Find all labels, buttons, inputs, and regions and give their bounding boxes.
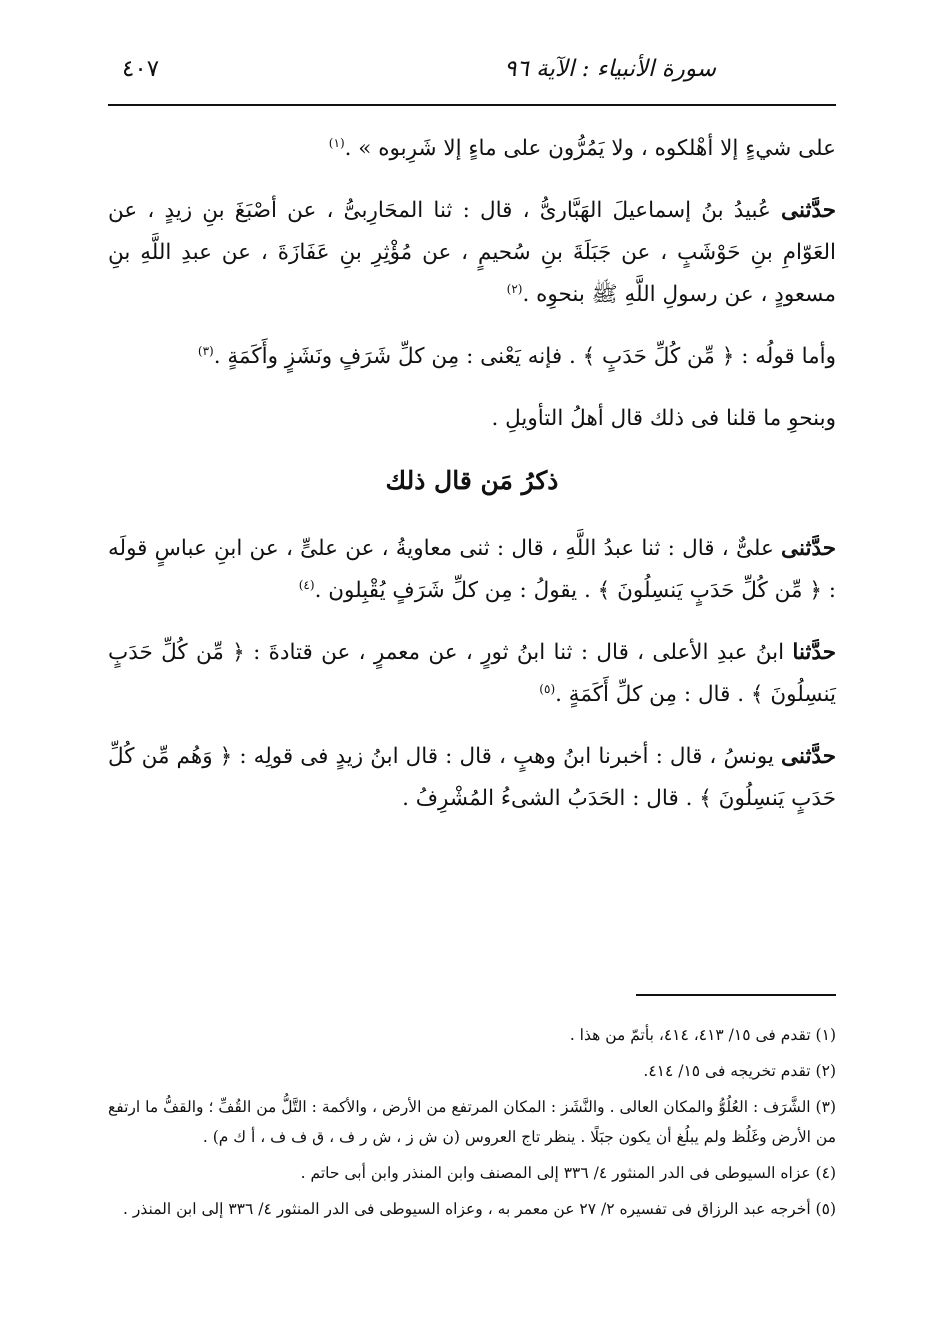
paragraph-text: علىٌّ ، قال : ثنا عبدُ اللَّهِ ، قال : ثنى معاويةُ ، عن علىٍّ ، عن ابنِ عباسٍ قولَه : ﴿ مِّن كُلِّ حَدَبٍ يَنسِلُونَ ﴾ . يقولُ : مِن كلِّ شَرَفٍ يُقْبِلون . [108, 536, 836, 603]
paragraph [108, 736, 836, 820]
paragraph [108, 336, 836, 378]
surah-title: سورة الأنبياء : الآية ٩٦ [504, 56, 716, 82]
paragraph-text: عُبيدُ بنُ إسماعيلَ الهَبَّارىُّ ، قال : ثنا المحَارِبىُّ ، عن أصْبَغَ بنِ زيدٍ ، عن العَوّامِ بنِ حَوْشَبٍ ، عن جَبَلَةَ بنِ سُحيمٍ ، عن مُؤْثِرِ بنِ عَفَازَةَ ، عن عبدِ اللَّهِ بنِ مسعودٍ ، عن رسولِ اللَّهِ ﷺ بنحوِه . [108, 198, 836, 307]
main-text [108, 128, 836, 840]
paragraph [108, 398, 836, 440]
hadith-lead: حدَّثنى [781, 744, 836, 769]
footnote: (٥) أخرجه عبد الرزاق فى تفسيره ٢/ ٢٧ عن معمر به ، وعزاه السيوطى فى الدر المنثور ٤/ ٣٣٦ إلى ابن المنذر . [123, 1200, 836, 1218]
footnote-marker: (٢) [506, 281, 523, 296]
hadith-lead: حدَّثنا [792, 640, 836, 665]
paragraph-text: على شيءٍ إلا أهْلكوه ، ولا يَمُرُّون على ماءٍ إلا شَرِبوه » . [344, 136, 836, 161]
paragraph-text: وأما قولُه : ﴿ مِّن كُلِّ حَدَبٍ ﴾ . فإنه يَعْنى : مِن كلِّ شَرَفٍ ونَشَزٍ وأَكَمَةٍ . [213, 344, 836, 369]
paragraph [108, 128, 836, 170]
paragraph [108, 632, 836, 716]
footnote-marker: (١) [328, 135, 345, 150]
paragraph-text: وبنحوِ ما قلنا فى ذلك قال أهلُ التأويلِ . [491, 406, 836, 431]
footnote-marker: (٥) [539, 681, 556, 696]
paragraph [108, 528, 836, 612]
paragraph [108, 190, 836, 316]
footnote: (١) تقدم فى ١٥/ ٤١٣، ٤١٤، بأتمّ من هذا . [569, 1026, 836, 1044]
footnote-marker: (٣) [197, 343, 214, 358]
page-header [108, 52, 836, 98]
footnote: (٢) تقدم تخريجه فى ١٥/ ٤١٤. [643, 1062, 836, 1080]
footnote: (٤) عزاه السيوطى فى الدر المنثور ٤/ ٣٣٦ إلى المصنف وابن المنذر وابن أبى حاتم . [300, 1164, 836, 1182]
page-number: ٤٠٧ [122, 56, 160, 82]
section-heading: ذكرُ مَن قال ذلك [385, 466, 559, 495]
footnote-rule [636, 994, 836, 996]
paragraph-text: يونسُ ، قال : أخبرنا ابنُ وهبٍ ، قال : قال ابنُ زيدٍ فى قولِه : ﴿ وَهُم مِّن كُلِّ حَدَبٍ يَنسِلُونَ ﴾ . قال : الحَدَبُ الشىءُ المُشْرِفُ . [108, 744, 836, 811]
hadith-lead: حدَّثنى [781, 536, 836, 561]
footnotes [108, 1020, 836, 1230]
paragraph-text: ابنُ عبدِ الأعلى ، قال : ثنا ابنُ ثورٍ ، عن معمرٍ ، عن قتادةَ : ﴿ مِّن كُلِّ حَدَبٍ يَنسِلُونَ ﴾ . قال : مِن كلِّ أَكَمَةٍ . [108, 640, 836, 707]
footnote: (٣) الشَّرَف : العُلُوُّ والمكان العالى . والنَّشَز : المكان المرتفع من الأرض ، والأكمة : التَّلُّ من القُفِّ ؛ والقفُّ ما ارتفع من الأرض وغَلُظ ولم يبلُغ أن يكون جبَلًا . ينظر تاج العروس (ن ش ز ، ش ر ف ، ق ف ف ، أ ك م) . [108, 1098, 836, 1146]
header-rule [108, 104, 836, 106]
hadith-lead: حدَّثنى [781, 198, 836, 223]
footnote-marker: (٤) [298, 577, 315, 592]
